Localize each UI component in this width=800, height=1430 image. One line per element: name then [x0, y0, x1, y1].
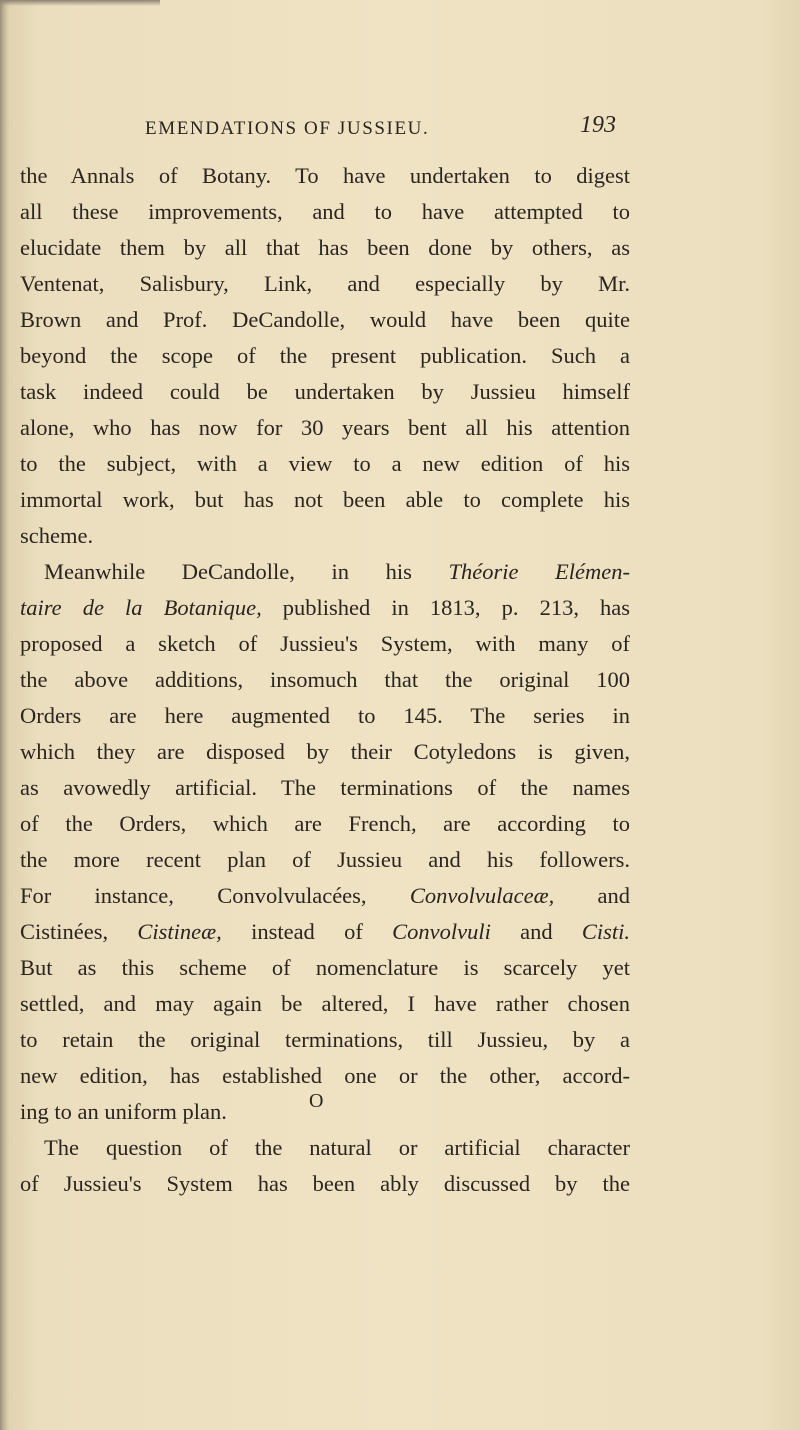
signature-mark: O [309, 1090, 324, 1112]
page-number: 193 [580, 112, 616, 138]
book-title-italic: taire de la Botanique, [20, 595, 262, 620]
text-line: elucidate them by all that has been done by others, as [20, 235, 630, 260]
text-line: of the Orders, which are French, are according to [20, 811, 630, 836]
text-run: For instance, Convolvulacées, [20, 883, 367, 908]
text-line: Brown and Prof. DeCandolle, would have been quite [20, 307, 630, 332]
book-title-italic: Théorie Elémen- [448, 559, 630, 584]
text-run: Cistinées, [20, 919, 109, 944]
body-text [20, 158, 630, 1202]
page-top-edge [0, 0, 160, 6]
text-line: But as this scheme of nomenclature is scarcely yet [20, 955, 630, 980]
text-line: to retain the original terminations, till Jussieu, by a [20, 1027, 630, 1052]
text-line: all these improvements, and to have attempted to [20, 199, 630, 224]
text-line [20, 590, 630, 626]
latin-name-italic: Cisti. [581, 919, 631, 944]
latin-name-italic: Convolvulaceæ, [409, 883, 555, 908]
text-line: the more recent plan of Jussieu and his followers. [20, 847, 630, 872]
text-line: immortal work, but has not been able to complete his [20, 487, 630, 512]
text-line: the above additions, insomuch that the original 100 [20, 667, 630, 692]
text-line: ing to an uniform plan. [20, 1099, 227, 1124]
running-head: EMENDATIONS OF JUSSIEU. [145, 118, 430, 139]
text-run: published in 1813, p. 213, has [282, 595, 630, 620]
latin-name-italic: Convolvuli [392, 919, 491, 944]
text-run: instead of [251, 919, 363, 944]
text-line: settled, and may again be altered, I have rather chosen [20, 991, 630, 1016]
text-line: the Annals of Botany. To have undertaken to digest [20, 163, 630, 188]
text-line: scheme. [20, 523, 94, 548]
text-line: proposed a sketch of Jussieu's System, with many of [20, 631, 630, 656]
text-line [20, 878, 630, 914]
text-line: beyond the scope of the present publication. Such a [20, 343, 630, 368]
text-line: to the subject, with a view to a new edition of his [20, 451, 630, 476]
text-run: Meanwhile DeCandolle, in his [44, 559, 412, 584]
text-line: Orders are here augmented to 145. The series in [20, 703, 630, 728]
text-line [20, 554, 630, 590]
text-line [20, 914, 630, 950]
text-line: new edition, has established one or the other, accord- [20, 1063, 630, 1088]
text-line: task indeed could be undertaken by Jussieu himself [20, 379, 630, 404]
text-run: and [520, 919, 553, 944]
text-line: as avowedly artificial. The terminations of the names [20, 775, 630, 800]
text-line: which they are disposed by their Cotyledons is given, [20, 739, 630, 764]
text-line: The question of the natural or artificial character [44, 1135, 630, 1160]
latin-name-italic: Cistineæ, [137, 919, 222, 944]
text-run: and [597, 883, 631, 908]
text-line: of Jussieu's System has been ably discussed by the [20, 1171, 630, 1196]
text-line: Ventenat, Salisbury, Link, and especially by Mr. [20, 271, 630, 296]
page-gutter-edge [0, 0, 10, 1430]
text-line: alone, who has now for 30 years bent all his attention [20, 415, 630, 440]
